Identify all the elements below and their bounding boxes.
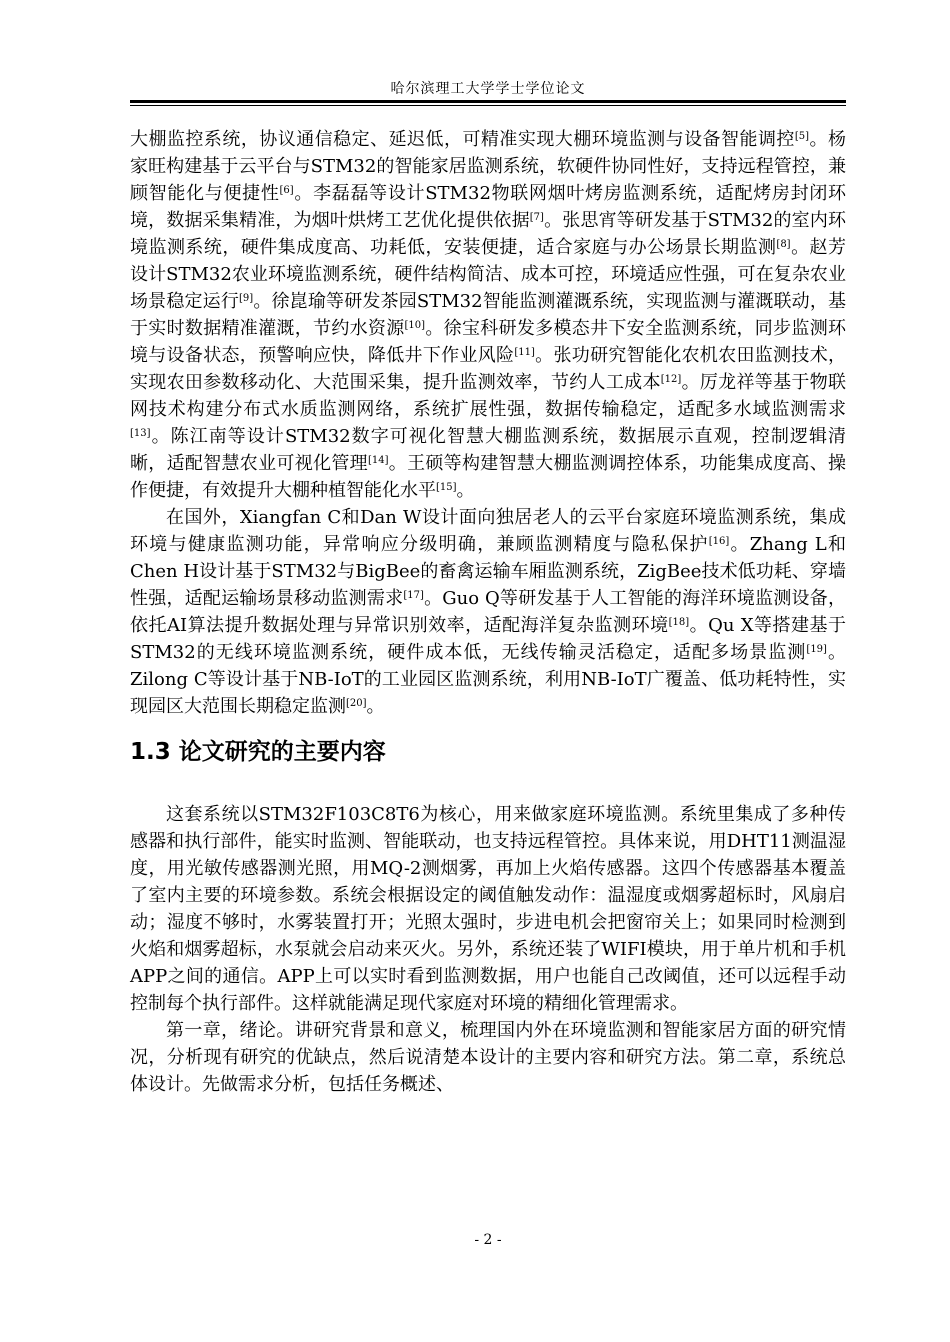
section-heading: 1.3 论文研究的主要内容 — [130, 739, 386, 765]
header-rule-thick — [130, 100, 846, 103]
page-number: - 2 - — [474, 1232, 502, 1248]
header-rule-thin — [130, 105, 846, 106]
text-run: 。Zhang L和Chen H设计基于STM32与BigBee的畜禽运输车厢监测系统，ZigBee技术低功耗、穿墙性强，适配运输场景移动监测需求 — [130, 534, 846, 609]
citation: [6] — [279, 185, 294, 196]
citation: [16] — [708, 536, 730, 547]
citation: [8] — [776, 239, 791, 250]
citation: [7] — [529, 212, 544, 223]
citation: [14] — [367, 455, 389, 466]
paragraph-domestic-research — [130, 126, 846, 504]
text-run: 。 — [366, 696, 385, 717]
text-run: 在国外，Xiangfan C和Dan W设计面向独居老人的云平台家庭环境监测系统，集成环境与健康监测功能，异常响应分级明确，兼顾监测精度与隐私保护 — [130, 507, 846, 555]
citation: [20] — [346, 698, 367, 709]
text-run: 。杨家旺构建基于云平台与STM32的智能家居监测系统，软硬件协同性好，支持远程管控，兼顾智能化与便捷性 — [130, 129, 847, 204]
citation: [15] — [436, 482, 457, 493]
text-run: 。徐崑瑜等研发茶园STM32智能监测灌溉系统，实现监测与灌溉联动，基于实时数据精准灌溉，节约水资源 — [130, 291, 847, 339]
citation: [18] — [668, 617, 690, 628]
text-run: 大棚监控系统，协议通信稳定、延迟低，可精准实现大棚环境监测与设备智能调控 — [130, 129, 795, 150]
text-run: 。陈江南等设计STM32数字可视化智慧大棚监测系统，数据展示直观，控制逻辑清晰，适配智慧农业可视化管理 — [130, 426, 846, 474]
citation: [12] — [660, 374, 682, 385]
citation: [17] — [403, 590, 424, 601]
text-run: 。张思宵等研发基于STM32的室内环境监测系统，硬件集成度高、功耗低，安装便捷，适合家庭与办公场景长期监测 — [130, 210, 847, 258]
text-run: 。Guo Q等研发基于人工智能的海洋环境监测设备，依托AI算法提升数据处理与异常识别效率，适配海洋复杂监测环境 — [130, 588, 846, 636]
paragraph-foreign-research — [130, 504, 846, 720]
text-run: 。王硕等构建智慧大棚监测调控体系，功能集成度高、操作便捷，有效提升大棚种植智能化水平 — [130, 453, 847, 501]
paragraph-main-content: 这套系统以STM32F103C8T6为核心，用来做家庭环境监测。系统里集成了多种传感器和执行部件，能实时监测、智能联动，也支持远程管控。具体来说，用DHT11测温湿度，用光敏传感器测光照，用MQ-2测烟雾，再加上火焰传感器。这四个传感器基本覆盖了室内主要的环境参数。系统会根据设定的阈值触发动作：温湿度或烟雾超标时，风扇启动；湿度不够时，水雾装置打开；光照太强时，步进电机会把窗帘关上；如果同时检测到火焰和烟雾超标，水泵就会启动来灭火。另外，系统还装了WIFI模块，用于单片机和手机APP之间的通信。APP上可以实时看到监测数据，用户也能自己改阈值，还可以远程手动控制每个执行部件。这样就能满足现代家庭对环境的精细化管理需求。 — [130, 804, 846, 1014]
text-run: 。张功研究智能化农机农田监测技术，实现农田参数移动化、大范围采集，提升监测效率，节约人工成本 — [130, 345, 847, 393]
running-header: 哈尔滨理工大学学士学位论文 — [390, 81, 586, 97]
page-body — [130, 126, 846, 1098]
citation: [13] — [130, 428, 151, 439]
citation: [9] — [239, 293, 254, 304]
citation: [10] — [404, 320, 426, 331]
paragraph-chapter-outline: 第一章，绪论。讲研究背景和意义，梳理国内外在环境监测和智能家居方面的研究情况，分析现有研究的优缺点，然后说清楚本设计的主要内容和研究方法。第二章，系统总体设计。先做需求分析，包括任务概述、 — [130, 1020, 846, 1095]
text-run: 。厉龙祥等基于物联网技术构建分布式水质监测网络，系统扩展性强，数据传输稳定，适配多水域监测需求 — [130, 372, 846, 420]
citation: [19] — [806, 644, 827, 655]
text-run: 。 — [456, 480, 475, 501]
text-run: 。李磊磊等设计STM32物联网烟叶烤房监测系统，适配烤房封闭环境，数据采集精准，为烟叶烘烤工艺优化提供依据 — [130, 183, 847, 231]
citation: [11] — [514, 347, 535, 358]
text-run: 。Qu X等搭建基于STM32的无线环境监测系统，硬件成本低，无线传输灵活稳定，适配多场景监测 — [130, 615, 847, 663]
text-run: 。Zilong C等设计基于NB-IoT的工业园区监测系统，利用NB-IoT广覆盖、低功耗特性，实现园区大范围长期稳定监测 — [130, 642, 847, 717]
text-run: 。赵芳设计STM32农业环境监测系统，硬件结构简洁、成本可控，环境适应性强，可在复杂农业场景稳定运行 — [130, 237, 847, 312]
text-run: 。徐宝科研发多模态井下安全监测系统，同步监测环境与设备状态，预警响应快，降低井下作业风险 — [130, 318, 847, 366]
heading-spacer — [130, 773, 846, 801]
citation: [5] — [794, 131, 810, 142]
